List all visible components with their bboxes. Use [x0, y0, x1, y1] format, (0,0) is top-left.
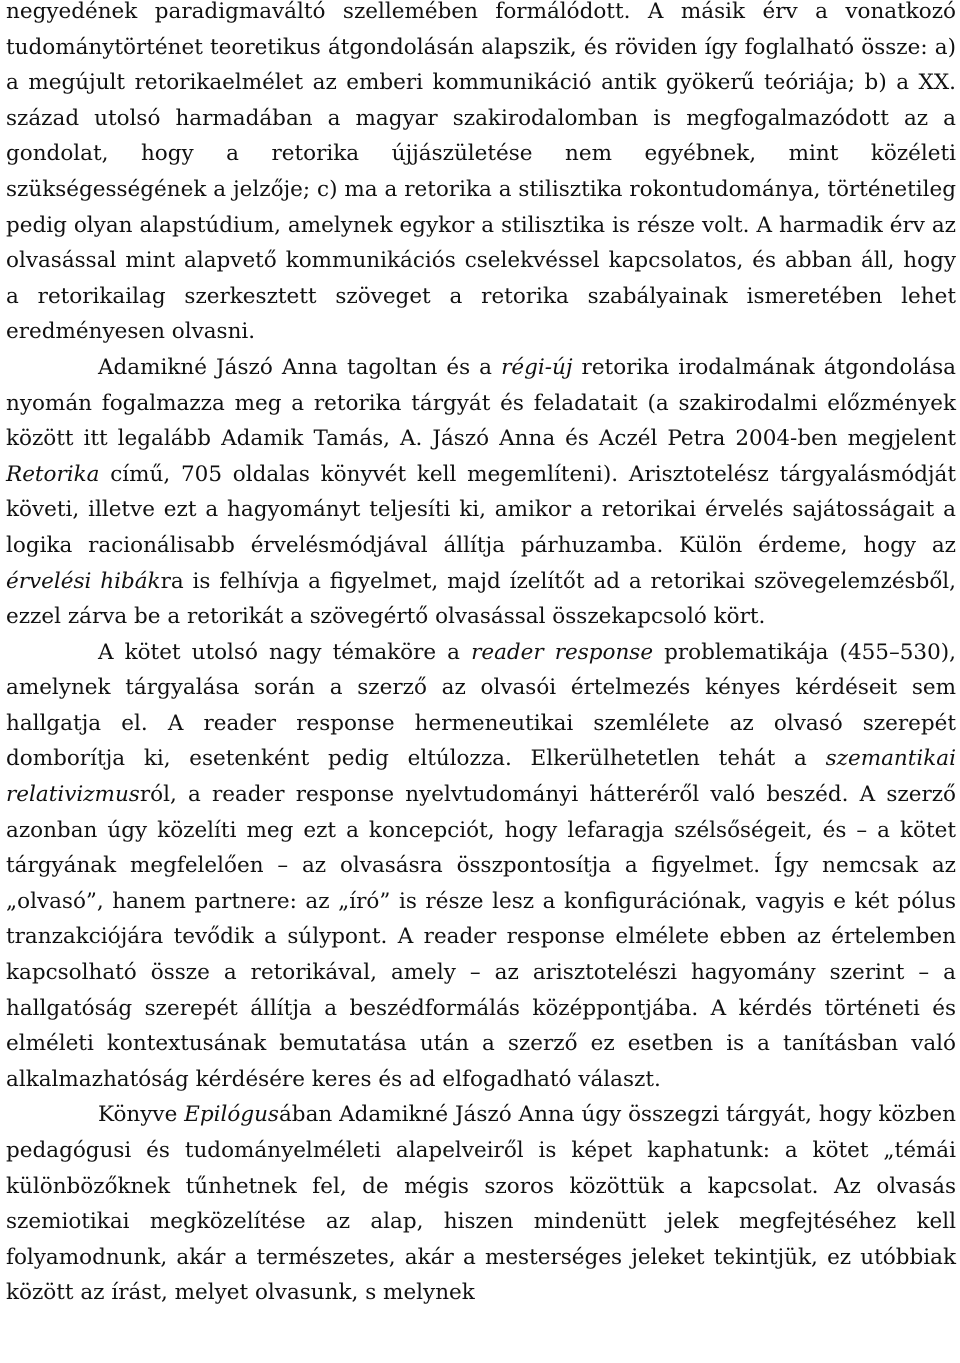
- paragraph-2: [6, 350, 956, 635]
- text-run: ról, a reader response nyelvtudományi hátteréről való beszéd. A szerző azonban úgy közelíti meg ezt a koncepciót, hogy lefaragja szélsőségeit, és – a kötet tárgyának megfelelően – az olvasásra összpontosítja a figyelmet. Így nemcsak az „olvasó”, hanem partnere: az „író” is része lesz a konfigurációnak, vagyis e két pólus tranzakciójára tevődik a súlypont. A reader response elmélete ebben az értelemben kapcsolható össze a retorikával, amely – az arisztotelészi hagyomány szerint – a hallgatóság szerepét állítja a beszédformálás középpontjába. A kérdés történeti és elméleti kontextusának bemutatása után a szerző ez esetben is a tanításban való alkalmazhatóság kérdésére keres és ad elfogadható választ.: [6, 782, 956, 1092]
- italic-term: Epilógus: [184, 1102, 279, 1128]
- text-run: ra is felhívja a figyelmet, majd ízelítőt ad a retorikai szövegelemzésből, ezzel zárva be a retorikát a szövegértő olvasással összekapcsoló kört.: [6, 568, 956, 630]
- paragraph-3: [6, 635, 956, 1098]
- italic-term: Retorika: [6, 461, 100, 487]
- text-run: problematikája (455–530), amelynek tárgyalása során a szerző az olvasói értelmezés kényes kérdéseit sem hallgatja el. A reader response hermeneutikai szemlélete az olvasó szerepét domborítja ki, esetenként pedig eltúlozza. Elkerülhetetlen tehát a: [6, 639, 956, 772]
- italic-term: reader response: [471, 639, 654, 665]
- paragraph-4: [6, 1097, 956, 1311]
- text-run: Könyve: [98, 1102, 185, 1128]
- document-page: [6, 0, 956, 1311]
- text-run: ában Adamikné Jászó Anna úgy összegzi tárgyát, hogy közben pedagógusi és tudományelméleti alapelveiről is képet kaphatunk: a kötet „témái különbözőknek tűnhetnek fel, de mégis szoros közöttük a kapcsolat. Az olvasás szemiotikai megközelítése az alap, hiszen mindenütt jelek megfejtéséhez kell folyamodnunk, akár a természetes, akár a mesterséges jeleket tekintjük, ez utóbbiak között az írást, melyet olvasunk, s melynek: [6, 1102, 956, 1306]
- italic-term: régi-új: [501, 354, 573, 380]
- text-run: Adamikné Jászó Anna tagoltan és a: [98, 354, 502, 380]
- italic-term: szemantikai relativizmus: [6, 746, 956, 808]
- text-run: című, 705 oldalas könyvét kell megemlíteni). Arisztotelész tárgyalásmódját követi, illetve ezt a hagyományt teljesíti ki, amikor a retorikai érvelés sajátosságait a logika racionálisabb érvelésmódjával állítja párhuzamba. Külön érdeme, hogy az: [6, 461, 956, 558]
- paragraph-1: [6, 0, 956, 350]
- italic-term: érvelési hibák: [6, 568, 161, 594]
- text-run: retorika irodalmának átgondolása nyomán fogalmazza meg a retorika tárgyát és feladatait (a szakirodalmi előzmények között itt legalább Adamik Tamás, A. Jászó Anna és Aczél Petra 2004-ben megjelent: [6, 354, 956, 452]
- text-run: A kötet utolsó nagy témaköre a: [98, 639, 472, 665]
- text-run: negyedének paradigmaváltó szellemében formálódott. A másik érv a vonatkozó tudománytörténet teoretikus átgondolásán alapszik, és röviden így foglalható össze: a) a megújult retorikaelmélet az emberi kommunikáció antik gyökerű teóriája; b) a XX. század utolsó harmadában a magyar szakirodalomban is megfogalmazódott az a gondolat, hogy a retorika újjászületése nem egyébnek, mint közéleti szükségességének a jelzője; c) ma a retorika a stilisztika rokontudománya, történetileg pedig olyan alapstúdium, amelynek egykor a stilisztika is része volt. A harmadik érv az olvasással mint alapvető kommunikációs cselekvéssel kapcsolatos, és abban áll, hogy a retorikailag szerkesztett szöveget a retorika szabályainak ismeretében lehet eredményesen olvasni.: [6, 0, 956, 345]
